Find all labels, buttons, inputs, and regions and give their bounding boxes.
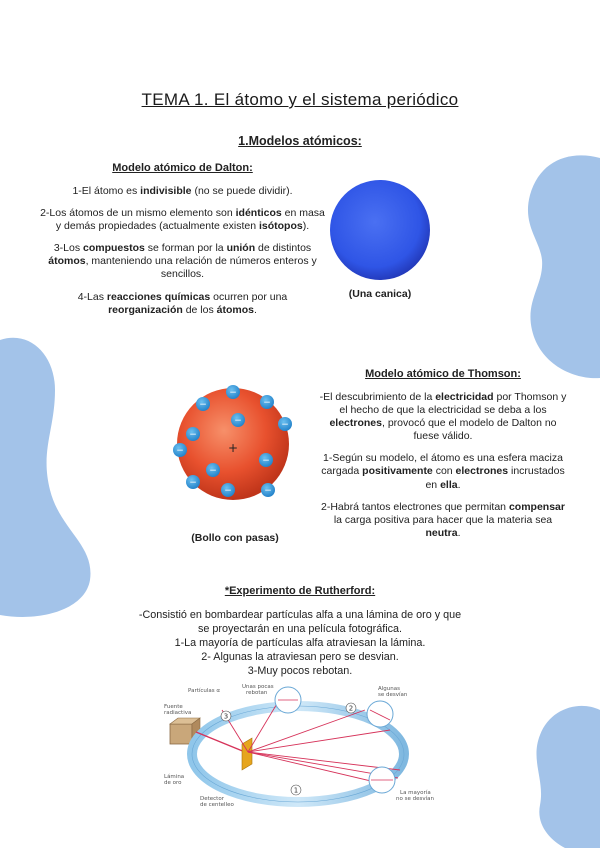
section-subtitle: 1.Modelos atómicos: bbox=[238, 134, 362, 148]
label-particulas: Partículas α bbox=[188, 688, 221, 694]
label-lamina-2: de oro bbox=[164, 780, 182, 786]
label-detector-1: Detector bbox=[200, 796, 224, 802]
svg-text:−: − bbox=[176, 446, 184, 456]
background-blob-right-top bbox=[470, 150, 600, 380]
thomson-point-1: 1-Según su modelo, el átomo es una esfera maciza cargada positivamente con electrones incrustados en ella. bbox=[321, 452, 565, 491]
dalton-point-1: 1-El átomo es indivisible (no se puede dividir). bbox=[72, 184, 293, 197]
label-lamina-1: Lámina bbox=[164, 774, 185, 780]
svg-text:−: − bbox=[229, 388, 237, 398]
svg-text:−: − bbox=[262, 456, 270, 466]
label-rebotan-2: rebotan bbox=[246, 690, 268, 696]
rutherford-line: se proyectarán en una película fotográfica. bbox=[197, 623, 403, 636]
thomson-point-2: 2-Habrá tantos electrones que permitan compensar la carga positiva para hacer que la materia sea neutra. bbox=[321, 500, 565, 539]
svg-text:−: − bbox=[263, 398, 271, 408]
thomson-heading: Modelo atómico de Thomson: bbox=[365, 368, 521, 380]
dalton-sphere-image bbox=[328, 178, 432, 282]
thomson-caption: (Bollo con pasas) bbox=[191, 532, 279, 544]
label-rebotan-1: Unas pocas bbox=[242, 684, 274, 690]
dalton-heading: Modelo atómico de Dalton: bbox=[112, 162, 253, 174]
dalton-caption: (Una canica) bbox=[348, 288, 412, 300]
thomson-sphere-image bbox=[163, 372, 303, 512]
label-desvian-2: se desvían bbox=[378, 692, 408, 698]
rutherford-line: 3-Muy pocos rebotan. bbox=[247, 665, 353, 678]
svg-text:−: − bbox=[234, 416, 242, 426]
svg-text:−: − bbox=[189, 430, 197, 440]
page-title: TEMA 1. El átomo y el sistema periódico bbox=[141, 90, 459, 109]
label-desvian-1: Algunas bbox=[378, 686, 400, 692]
svg-text:−: − bbox=[264, 486, 272, 496]
marker-1: 1 bbox=[293, 786, 299, 795]
marker-2: 2 bbox=[348, 704, 354, 713]
marker-3: 3 bbox=[223, 712, 229, 721]
svg-text:−: − bbox=[199, 400, 207, 410]
background-blob-left bbox=[0, 330, 130, 620]
label-fuente: Fuente bbox=[164, 704, 183, 710]
svg-text:−: − bbox=[189, 478, 197, 488]
rutherford-line: -Consistió en bombardear partículas alfa a una lámina de oro y que bbox=[138, 609, 462, 622]
thomson-section bbox=[318, 368, 568, 549]
svg-text:+: + bbox=[227, 441, 239, 455]
thomson-point-intro: -El descubrimiento de la electricidad por Thomson y el hecho de que la electricidad se deba a los electrones, provocó que el modelo de Dalton no fuese válido. bbox=[319, 390, 567, 443]
dalton-point-2: 2-Los átomos de un mismo elemento son idénticos en masa y demás propiedades (actualmente existen isótopos). bbox=[40, 206, 325, 232]
dalton-point-4: 4-Las reacciones químicas ocurren por una reorganización de los átomos. bbox=[77, 290, 288, 316]
rutherford-heading: *Experimento de Rutherford: bbox=[224, 585, 376, 597]
background-blob-right-bottom bbox=[470, 700, 600, 848]
rutherford-line: 2- Algunas la atraviesan pero se desvian. bbox=[201, 651, 399, 664]
label-mayoria-1: La mayoría bbox=[400, 790, 431, 796]
label-mayoria-2: no se desvían bbox=[396, 796, 434, 802]
svg-text:−: − bbox=[209, 466, 217, 476]
label-detector-2: de centelleo bbox=[200, 802, 234, 808]
svg-text:−: − bbox=[224, 486, 232, 496]
rutherford-section bbox=[60, 584, 540, 678]
dalton-section bbox=[40, 162, 325, 326]
svg-text:−: − bbox=[281, 420, 289, 430]
rutherford-experiment-diagram bbox=[160, 682, 450, 808]
dalton-point-3: 3-Los compuestos se forman por la unión de distintos átomos, manteniendo una relación de números enteros y sencillos. bbox=[48, 242, 317, 281]
rutherford-line: 1-La mayoría de partículas alfa atraviesan la lámina. bbox=[174, 637, 426, 650]
label-radiactiva: radiactiva bbox=[164, 710, 192, 716]
